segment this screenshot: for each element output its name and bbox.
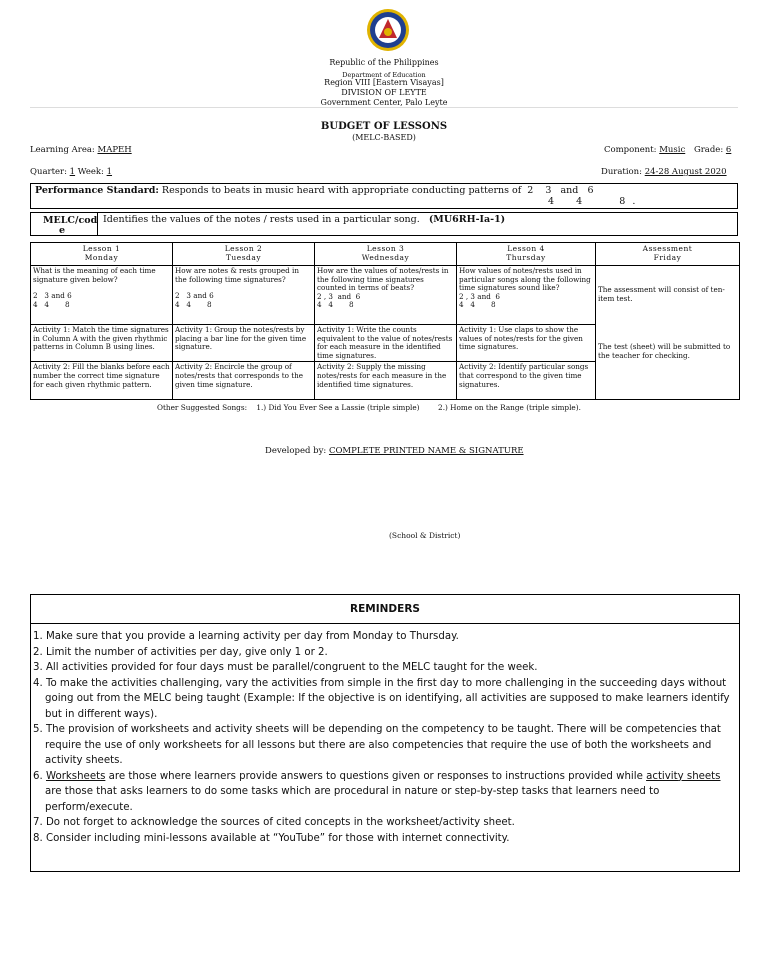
header-day: Wednesday (361, 253, 410, 262)
melc-label-line2: e (59, 225, 66, 236)
header-lesson: Lesson 4 (507, 244, 545, 253)
lessons-table (30, 242, 740, 400)
document-title: BUDGET OF LESSONS (320, 121, 448, 132)
worksheets-term: Worksheets (45, 770, 106, 782)
reminders-list (33, 629, 733, 846)
school-district: (School & District) (389, 531, 461, 540)
table-cell (457, 266, 596, 325)
developed-by-label: Developed by: (265, 446, 327, 456)
suggested-songs: Other Suggested Songs: 1.) Did You Ever See a Lassie (triple simple) 2.) Home on the Range (triple simple). (157, 403, 581, 412)
time-signature-numerators: 2 3 and 6 (33, 291, 72, 301)
header-day: Thursday (506, 253, 546, 262)
table-cell: Activity 2: Fill the blanks before each number the correct time signature for each given rhythmic pattern. (31, 362, 173, 400)
table-cell: Activity 1: Match the time signatures in Column A with the given rhythmic patterns in Column B using lines. (31, 325, 173, 362)
week-value: 1 (106, 167, 113, 177)
header-lesson: Lesson 1 (82, 244, 121, 253)
question-text: How are the values of notes/rests in the following time signatures counted in terms of beats? (317, 266, 449, 293)
quarter-week-line (30, 167, 112, 177)
quarter-label: Quarter: (30, 167, 67, 177)
header-day: Tuesday (225, 253, 262, 262)
table-cell: Activity 1: Use claps to show the values of notes/rests for the given time signatures. (457, 325, 596, 362)
list-item: 7. Do not forget to acknowledge the sources of cited concepts in the worksheet/activity sheet. (33, 817, 515, 828)
duration-line (601, 167, 727, 177)
reminders-box (30, 594, 740, 872)
performance-standard-box (30, 183, 738, 209)
header-division: DIVISION OF LEYTE (341, 88, 427, 97)
header-republic: Republic of the Philippines (329, 58, 439, 67)
learning-area-label: Learning Area: (30, 145, 95, 155)
list-item: 5. The provision of worksheets and activity sheets will be depending on the competency to be taught. There will be competencies that require the use of only worksheets for all lessons but there are also competencies that require the use of both the worksheets and activity sheets. (33, 724, 721, 766)
assessment-text-1: The assessment will consist of ten-item test. (598, 285, 725, 303)
header-lesson: Assessment (642, 244, 693, 253)
header-day: Monday (84, 253, 119, 262)
table-cell (31, 266, 173, 325)
table-row-questions (31, 266, 740, 325)
question-text: How are notes & rests grouped in the following time signatures? (175, 266, 299, 284)
header-region: Region VIII [Eastern Visayas] (324, 78, 444, 87)
time-signature-denominators: 4 4 8 (175, 299, 212, 309)
reminders-title: REMINDERS (31, 595, 739, 624)
time-signature-numerators: 2 3 and 6 (175, 291, 214, 301)
header-lesson: Lesson 2 (224, 244, 263, 253)
deped-seal-logo (366, 8, 410, 52)
lesson-4-header (457, 243, 596, 266)
duration-value: 24-28 August 2020 (644, 167, 727, 177)
component-value: Music (659, 145, 686, 155)
table-cell: Activity 1: Group the notes/rests by placing a bar line for the given time signature. (173, 325, 315, 362)
quarter-value: 1 (69, 167, 76, 177)
table-header-row (31, 243, 740, 266)
assessment-header (596, 243, 740, 266)
table-cell: Activity 2: Supply the missing notes/rests for each measure in the identified time signatures. (315, 362, 457, 400)
header-department: Department of Education (342, 71, 426, 79)
performance-standard-text: Responds to beats in music heard with appropriate conducting patterns of 2 3 and 6 (161, 185, 594, 196)
assessment-cell (596, 266, 740, 400)
learning-area-line (30, 145, 132, 155)
developed-by-value: COMPLETE PRINTED NAME & SIGNATURE (328, 446, 524, 456)
document-subtitle: (MELC-BASED) (352, 133, 416, 142)
list-item: 8. Consider including mini-lessons available at “YouTube” for those with internet connectivity. (33, 832, 510, 844)
component-line (604, 145, 731, 155)
table-cell: Activity 2: Identify particular songs that correspond to the given time signatures. (457, 362, 596, 400)
learning-area-value: MAPEH (97, 145, 132, 155)
item-number: 6. (33, 770, 43, 782)
list-item: 2. Limit the number of activities per day, give only 1 or 2. (33, 646, 328, 658)
lesson-3-header (315, 243, 457, 266)
grade-label: Grade: (693, 145, 724, 155)
table-cell: Activity 1: Write the counts equivalent to the value of notes/rests for each measure in the identified time signatures. (315, 325, 457, 362)
duration-label: Duration: (601, 167, 643, 177)
grade-value: 6 (725, 145, 732, 155)
performance-standard-denominators: 4 4 8 . (548, 196, 638, 207)
melc-label-line1: MELC/cod (43, 215, 98, 226)
melc-code: (MU6RH-Ia-1) (428, 214, 506, 225)
time-signature-denominators: 4 4 8 (317, 300, 354, 310)
list-item (33, 769, 733, 816)
activity-sheets-term: activity sheets (646, 770, 721, 782)
question-text: How values of notes/rests used in particular songs along the following time signatures sound like? (459, 266, 591, 293)
melc-text: Identifies the values of the notes / rests used in a particular song. (103, 214, 420, 225)
melc-label (31, 213, 98, 235)
header-lesson: Lesson 3 (366, 244, 405, 253)
header-divider (30, 107, 738, 108)
header-address: Government Center, Palo Leyte (320, 98, 448, 107)
lesson-2-header (173, 243, 315, 266)
list-item: 4. To make the activities challenging, vary the activities from simple in the first day to more challenging in the succeeding days without going out from the MELC being taught (Example: If the objective is on identifying, all activities are supposed to make learners identify but in different ways). (33, 677, 730, 720)
time-signature-denominators: 4 4 8 (33, 299, 70, 309)
question-text: What is the meaning of each time signature given below? (33, 266, 156, 284)
time-signature-numerators: 2 , 3 and 6 (317, 291, 361, 301)
time-signature-numerators: 2 , 3 and 6 (459, 291, 500, 301)
time-signature-denominators: 4 4 8 (459, 300, 496, 310)
list-item: 1. Make sure that you provide a learning activity per day from Monday to Thursday. (33, 631, 459, 642)
item6-text-1: are those where learners provide answers to questions given or responses to instructions provided while (105, 770, 647, 782)
melc-box (30, 212, 738, 236)
header-day: Friday (653, 253, 682, 262)
performance-standard-label: Performance Standard: (35, 185, 159, 196)
list-item: 3. All activities provided for four days must be parallel/congruent to the MELC taught for the week. (33, 662, 538, 673)
week-label: Week: (77, 167, 104, 177)
developed-by-line (265, 446, 524, 456)
component-label: Component: (604, 145, 657, 155)
item6-text-2: are those that asks learners to do some tasks which are procedural in nature or step-by-step tasks that learners need to perform/execute. (45, 786, 660, 813)
table-cell (173, 266, 315, 325)
assessment-text-2: The test (sheet) will be submitted to the teacher for checking. (598, 342, 731, 360)
table-cell (315, 266, 457, 325)
table-cell: Activity 2: Encircle the group of notes/rests that corresponds to the given time signature. (173, 362, 315, 400)
lesson-1-header (31, 243, 173, 266)
